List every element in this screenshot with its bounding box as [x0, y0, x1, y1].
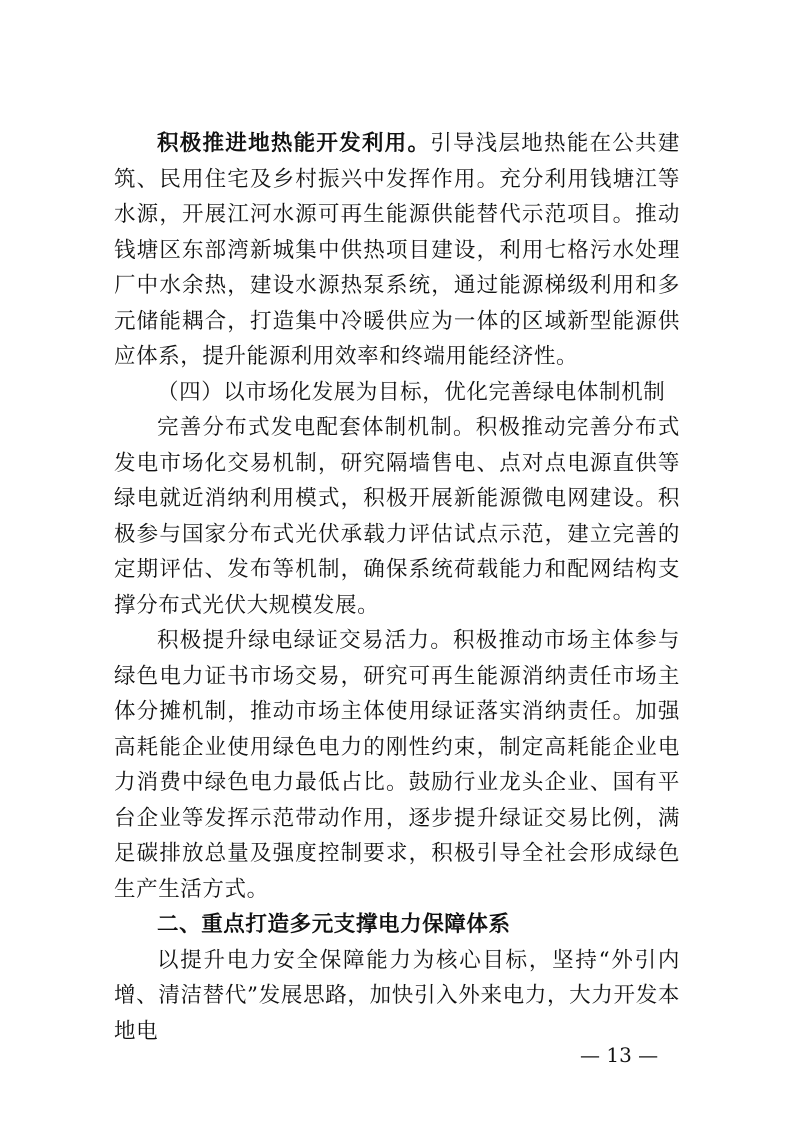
paragraph-text: 引导浅层地热能在公共建筑、民用住宅及乡村振兴中发挥作用。充分利用钱塘江等水源，开展江河水源可再生能源供能替代示范项目。推动钱塘区东部湾新城集中供热项目建设，利用七格污水处理厂中水余热，建设水源热泵系统，通过能源梯级利用和多元储能耦合，打造集中冷暖供应为一体的区域新型能源供应体系，提升能源利用效率和终端用能经济性。 — [114, 131, 680, 369]
page-number: — 13 — — [580, 1043, 659, 1067]
paragraph-green-cert: 积极提升绿电绿证交易活力。积极推动市场主体参与绿色电力证书市场交易，研究可再生能源消纳责任市场主体分摊机制，推动市场主体使用绿证落实消纳责任。加强高耗能企业使用绿色电力的刚性约束，制定高耗能企业电力消费中绿色电力最低占比。鼓励行业龙头企业、国有平台企业等发挥示范带动作用，逐步提升绿证交易比例，满足碳排放总量及强度控制要求，积极引导全社会形成绿色生产生活方式。 — [114, 628, 680, 902]
paragraph-distributed: 完善分布式发电配套体制机制。积极推动完善分布式发电市场化交易机制，研究隔墙售电、点对点电源直供等绿电就近消纳利用模式，积极开展新能源微电网建设。积极参与国家分布式光伏承载力评估试点示范，建立完善的定期评估、发布等机制，确保系统荷载能力和配网结构支撑分布式光伏大规模发展。 — [114, 415, 680, 618]
paragraph-support: 以提升电力安全保障能力为核心目标，坚持“外引内增、清洁替代”发展思路，加快引入外来电力，大力开发本地电 — [114, 947, 680, 1044]
paragraph-geothermal — [114, 126, 680, 375]
section-heading-4: （四）以市场化发展为目标，优化完善绿电体制机制 — [157, 379, 666, 405]
document-body — [114, 126, 680, 1049]
paragraph-lead-bold: 积极推进地热能开发利用。 — [157, 131, 431, 156]
section-heading-2: 二、重点打造多元支撑电力保障体系 — [157, 912, 511, 937]
